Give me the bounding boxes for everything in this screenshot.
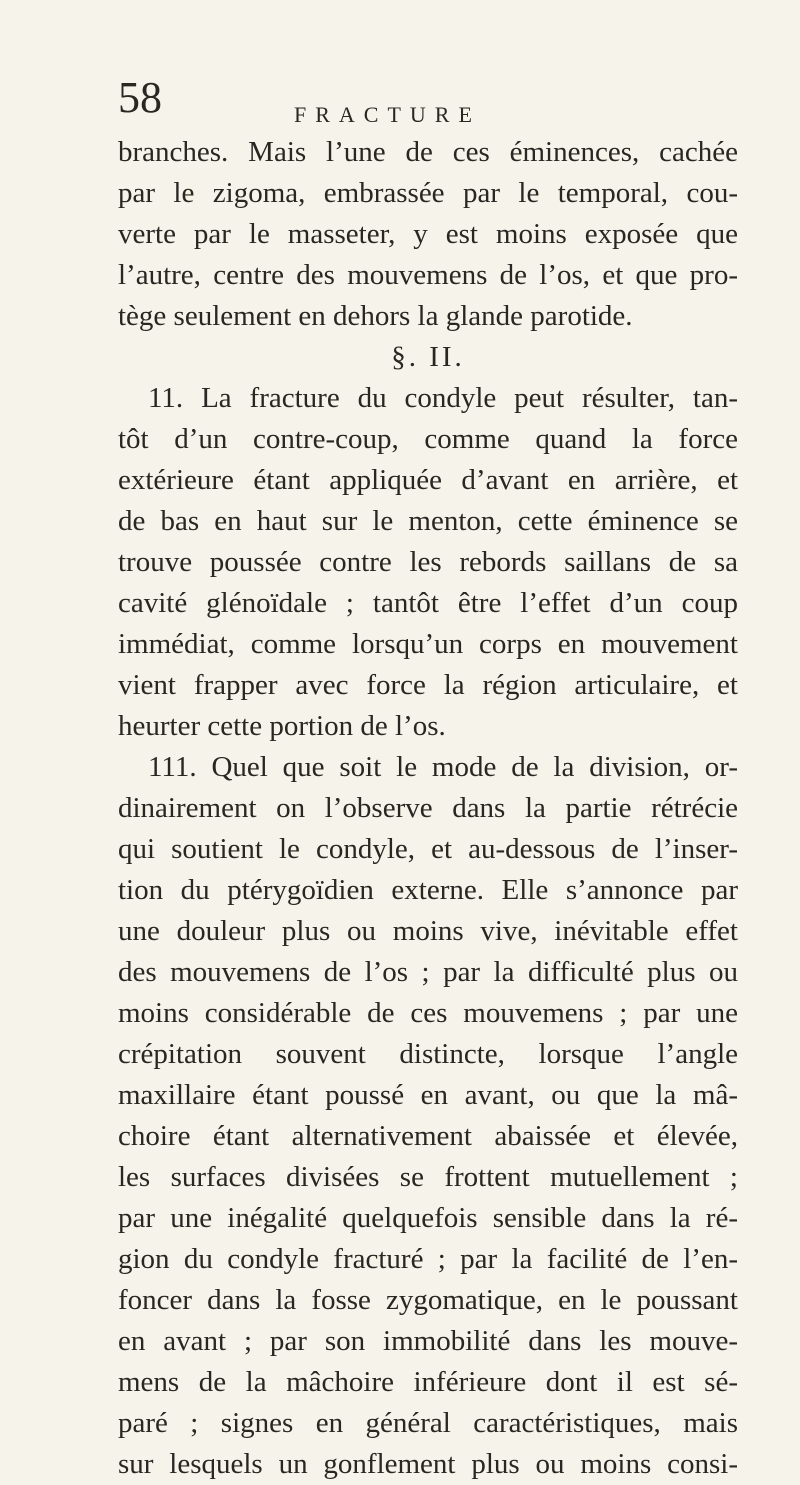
text-line: qui soutient le condyle, et au-dessous de l’inser- [118, 833, 738, 865]
text-line: les surfaces divisées se frottent mutuellement ; [118, 1161, 738, 1193]
text-line: par une inégalité quelquefois sensible dans la ré- [118, 1202, 738, 1234]
page-number: 58 [118, 73, 162, 122]
text-line: paré ; signes en général caractéristiques, mais [118, 1407, 738, 1439]
page-header [118, 73, 738, 136]
text-line: heurter cette portion de l’os. [118, 710, 446, 742]
paragraph-start-line: 11. La fracture du condyle peut résulter, tan- [148, 382, 738, 414]
body-text [118, 132, 738, 1485]
text-line: vient frapper avec force la région articulaire, et [118, 669, 738, 701]
text-line: de bas en haut sur le menton, cette éminence se [118, 505, 738, 537]
text-line: tion du ptérygoïdien externe. Elle s’annonce par [118, 874, 738, 906]
text-line: gion du condyle fracturé ; par la facilité de l’en- [118, 1243, 738, 1275]
paragraph-start-line: 111. Quel que soit le mode de la division, or- [148, 751, 738, 783]
text-line: dinairement on l’observe dans la partie rétrécie [118, 792, 738, 824]
text-line: verte par le masseter, y est moins exposée que [118, 218, 738, 250]
text-line: une douleur plus ou moins vive, inévitable effet [118, 915, 738, 947]
text-line: extérieure étant appliquée d’avant en arrière, et [118, 464, 738, 496]
text-line: mens de la mâchoire inférieure dont il est sé- [118, 1366, 738, 1398]
text-line: trouve poussée contre les rebords saillans de sa [118, 546, 738, 578]
section-heading: §. II. [391, 341, 465, 373]
text-line: sur lesquels un gonflement plus ou moins consi- [118, 1448, 738, 1480]
text-line: choire étant alternativement abaissée et élevée, [118, 1120, 738, 1152]
text-line: l’autre, centre des mouvemens de l’os, et que pro- [118, 259, 738, 291]
text-line: tège seulement en dehors la glande parotide. [118, 300, 633, 332]
text-line: moins considérable de ces mouvemens ; par une [118, 997, 738, 1029]
text-line: maxillaire étant poussé en avant, ou que la mâ- [118, 1079, 738, 1111]
running-title: FRACTURE [294, 102, 481, 127]
text-line: cavité glénoïdale ; tantôt être l’effet d’un coup [118, 587, 738, 619]
text-line: tôt d’un contre-coup, comme quand la force [118, 423, 738, 455]
text-line: par le zigoma, embrassée par le temporal, cou- [118, 177, 738, 209]
text-line: des mouvemens de l’os ; par la difficulté plus ou [118, 956, 738, 988]
text-line: foncer dans la fosse zygomatique, en le poussant [118, 1284, 738, 1316]
text-line: en avant ; par son immobilité dans les mouve- [118, 1325, 738, 1357]
text-line: immédiat, comme lorsqu’un corps en mouvement [118, 628, 738, 660]
text-line: crépitation souvent distincte, lorsque l’angle [118, 1038, 738, 1070]
text-line: branches. Mais l’une de ces éminences, cachée [118, 136, 738, 168]
